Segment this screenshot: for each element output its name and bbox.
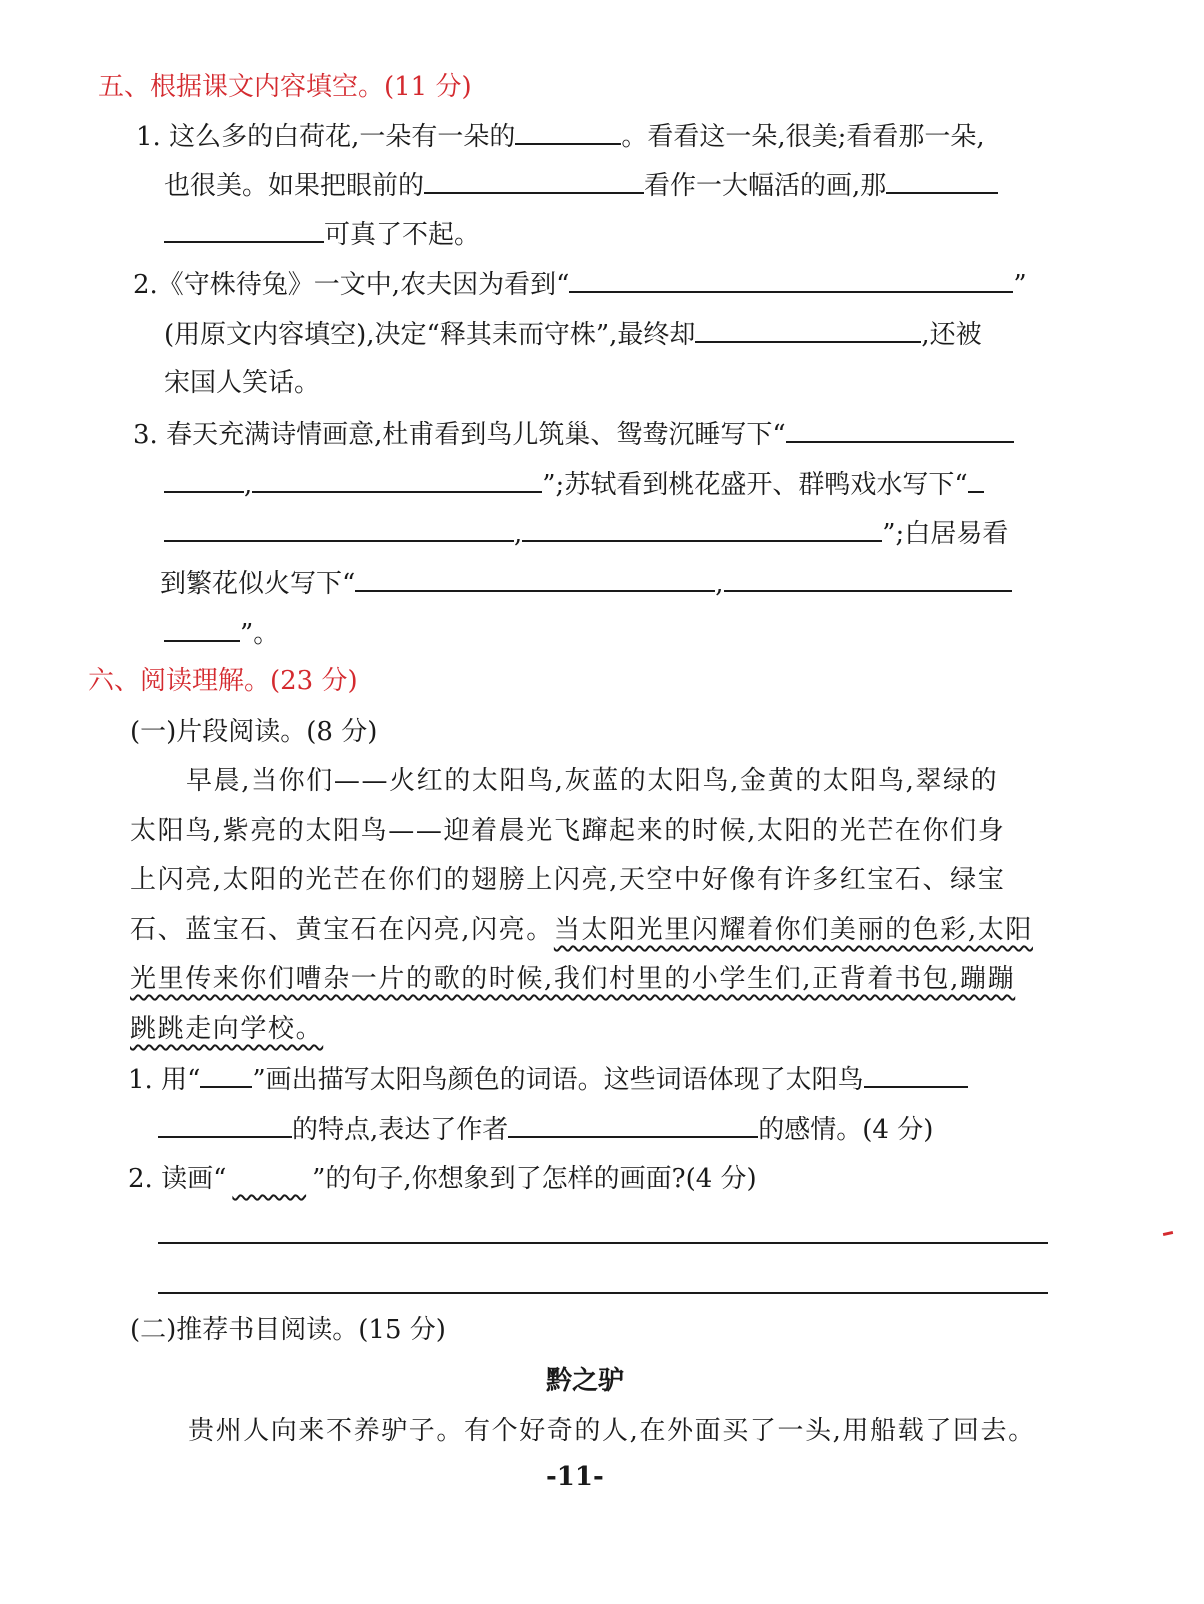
answer-blank[interactable] xyxy=(968,467,984,493)
q5-3-line-2 xyxy=(164,467,984,502)
section-5-heading: 五、根据课文内容填空。(11 分) xyxy=(98,72,472,102)
q5-1-text-c: 也很美。如果把眼前的 xyxy=(164,171,425,201)
answer-line[interactable] xyxy=(158,1242,1048,1244)
q6-1-text-a: 1. 用“ xyxy=(128,1065,201,1095)
answer-blank[interactable] xyxy=(515,119,621,145)
page-number: -11- xyxy=(546,1462,604,1492)
q5-3-text-e: ”。 xyxy=(240,619,280,649)
wavy-underlined-sentence: 跳跳走向学校。 xyxy=(130,1014,324,1044)
passage-line: 贵州人向来不养驴子。有个好奇的人,在外面买了一头,用船载了回去。 xyxy=(188,1416,1036,1446)
q5-1-text-e: 可真了不起。 xyxy=(324,220,481,250)
q5-3-text-d: 到繁花似火写下“ xyxy=(160,569,356,599)
answer-blank[interactable] xyxy=(164,217,324,243)
q6-1-text-c: 的特点,表达了作者 xyxy=(292,1115,509,1145)
q5-2-line-2 xyxy=(164,317,982,352)
q5-1-text-a: 1. 这么多的白荷花,一朵有一朵的 xyxy=(136,122,516,152)
q5-1-line-2 xyxy=(164,168,998,203)
q5-1-text-d: 看作一大幅活的画,那 xyxy=(644,171,887,201)
q5-2-line-1 xyxy=(133,267,1027,302)
comma: , xyxy=(514,519,523,549)
wavy-underlined-sentence: 光里传来你们嘈杂一片的歌的时候,我们村里的小学生们,正背着书包,蹦蹦 xyxy=(130,964,1016,994)
underline-mark-sample xyxy=(200,1062,252,1088)
answer-blank[interactable] xyxy=(164,616,240,642)
q6-1-line-1 xyxy=(128,1062,968,1097)
q6-2-text-b: ”的句子,你想象到了怎样的画面?(4 分) xyxy=(312,1164,757,1194)
answer-blank[interactable] xyxy=(886,168,998,194)
answer-blank[interactable] xyxy=(158,1112,292,1138)
passage-line xyxy=(130,913,1033,947)
answer-line[interactable] xyxy=(158,1292,1048,1294)
passage-line: 上闪亮,太阳的光芒在你们的翅膀上闪亮,天空中好像有许多红宝石、绿宝 xyxy=(130,865,1006,895)
part-2-heading: (二)推荐书目阅读。(15 分) xyxy=(130,1315,446,1345)
q5-3-line-5 xyxy=(164,616,279,651)
q5-2-text-a: 2.《守株待兔》一文中,农夫因为看到“ xyxy=(133,270,570,300)
q5-2-text-b: ” xyxy=(1013,270,1027,300)
passage-line: 早晨,当你们——火红的太阳鸟,灰蓝的太阳鸟,金黄的太阳鸟,翠绿的 xyxy=(186,766,999,796)
comma: , xyxy=(244,470,253,500)
answer-blank[interactable] xyxy=(164,516,514,542)
answer-blank[interactable] xyxy=(695,317,921,343)
answer-blank[interactable] xyxy=(355,566,715,592)
passage-text: 石、蓝宝石、黄宝石在闪亮,闪亮。 xyxy=(130,915,554,945)
passage-title: 黔之驴 xyxy=(546,1366,625,1396)
q6-2-text-a: 2. 读画“ xyxy=(128,1164,227,1194)
q5-2-text-d: ,还被 xyxy=(921,320,982,350)
answer-blank[interactable] xyxy=(569,267,1013,293)
wavy-mark-sample xyxy=(232,1164,306,1198)
q5-3-text-b: ”;苏轼看到桃花盛开、群鸭戏水写下“ xyxy=(542,470,968,500)
answer-blank[interactable] xyxy=(786,417,1014,443)
q5-1-line-3 xyxy=(164,217,480,252)
passage-line: 太阳鸟,紫亮的太阳鸟——迎着晨光飞蹿起来的时候,太阳的光芒在你们身 xyxy=(130,816,1006,846)
q6-1-text-b: ”画出描写太阳鸟颜色的词语。这些词语体现了太阳鸟 xyxy=(252,1065,864,1095)
q5-2-line-3: 宋国人笑话。 xyxy=(164,368,321,398)
q5-3-line-1 xyxy=(133,417,1014,452)
red-mark xyxy=(1163,1231,1173,1236)
q5-3-text-c: ”;白居易看 xyxy=(882,519,1009,549)
q5-3-line-4 xyxy=(160,566,1012,601)
q6-1-line-2 xyxy=(158,1112,933,1147)
answer-blank[interactable] xyxy=(424,168,644,194)
comma: , xyxy=(715,569,724,599)
q5-3-line-3 xyxy=(164,516,1008,551)
q5-1-text-b: 。看看这一朵,很美;看看那一朵, xyxy=(621,122,985,152)
part-1-heading: (一)片段阅读。(8 分) xyxy=(130,717,378,747)
section-6-heading: 六、阅读理解。(23 分) xyxy=(88,666,358,696)
answer-blank[interactable] xyxy=(252,467,542,493)
answer-blank[interactable] xyxy=(508,1112,758,1138)
answer-blank[interactable] xyxy=(164,467,244,493)
q5-2-text-c: (用原文内容填空),决定“释其耒而守株”,最终却 xyxy=(164,320,696,350)
q6-1-text-d: 的感情。(4 分) xyxy=(758,1115,934,1145)
q6-2-line xyxy=(128,1162,757,1198)
answer-blank[interactable] xyxy=(522,516,882,542)
q5-1-line-1 xyxy=(136,119,985,154)
answer-blank[interactable] xyxy=(724,566,1012,592)
q5-3-text-a: 3. 春天充满诗情画意,杜甫看到鸟儿筑巢、鸳鸯沉睡写下“ xyxy=(133,420,786,450)
wavy-underlined-sentence: 当太阳光里闪耀着你们美丽的色彩,太阳 xyxy=(553,915,1033,945)
answer-blank[interactable] xyxy=(864,1062,968,1088)
